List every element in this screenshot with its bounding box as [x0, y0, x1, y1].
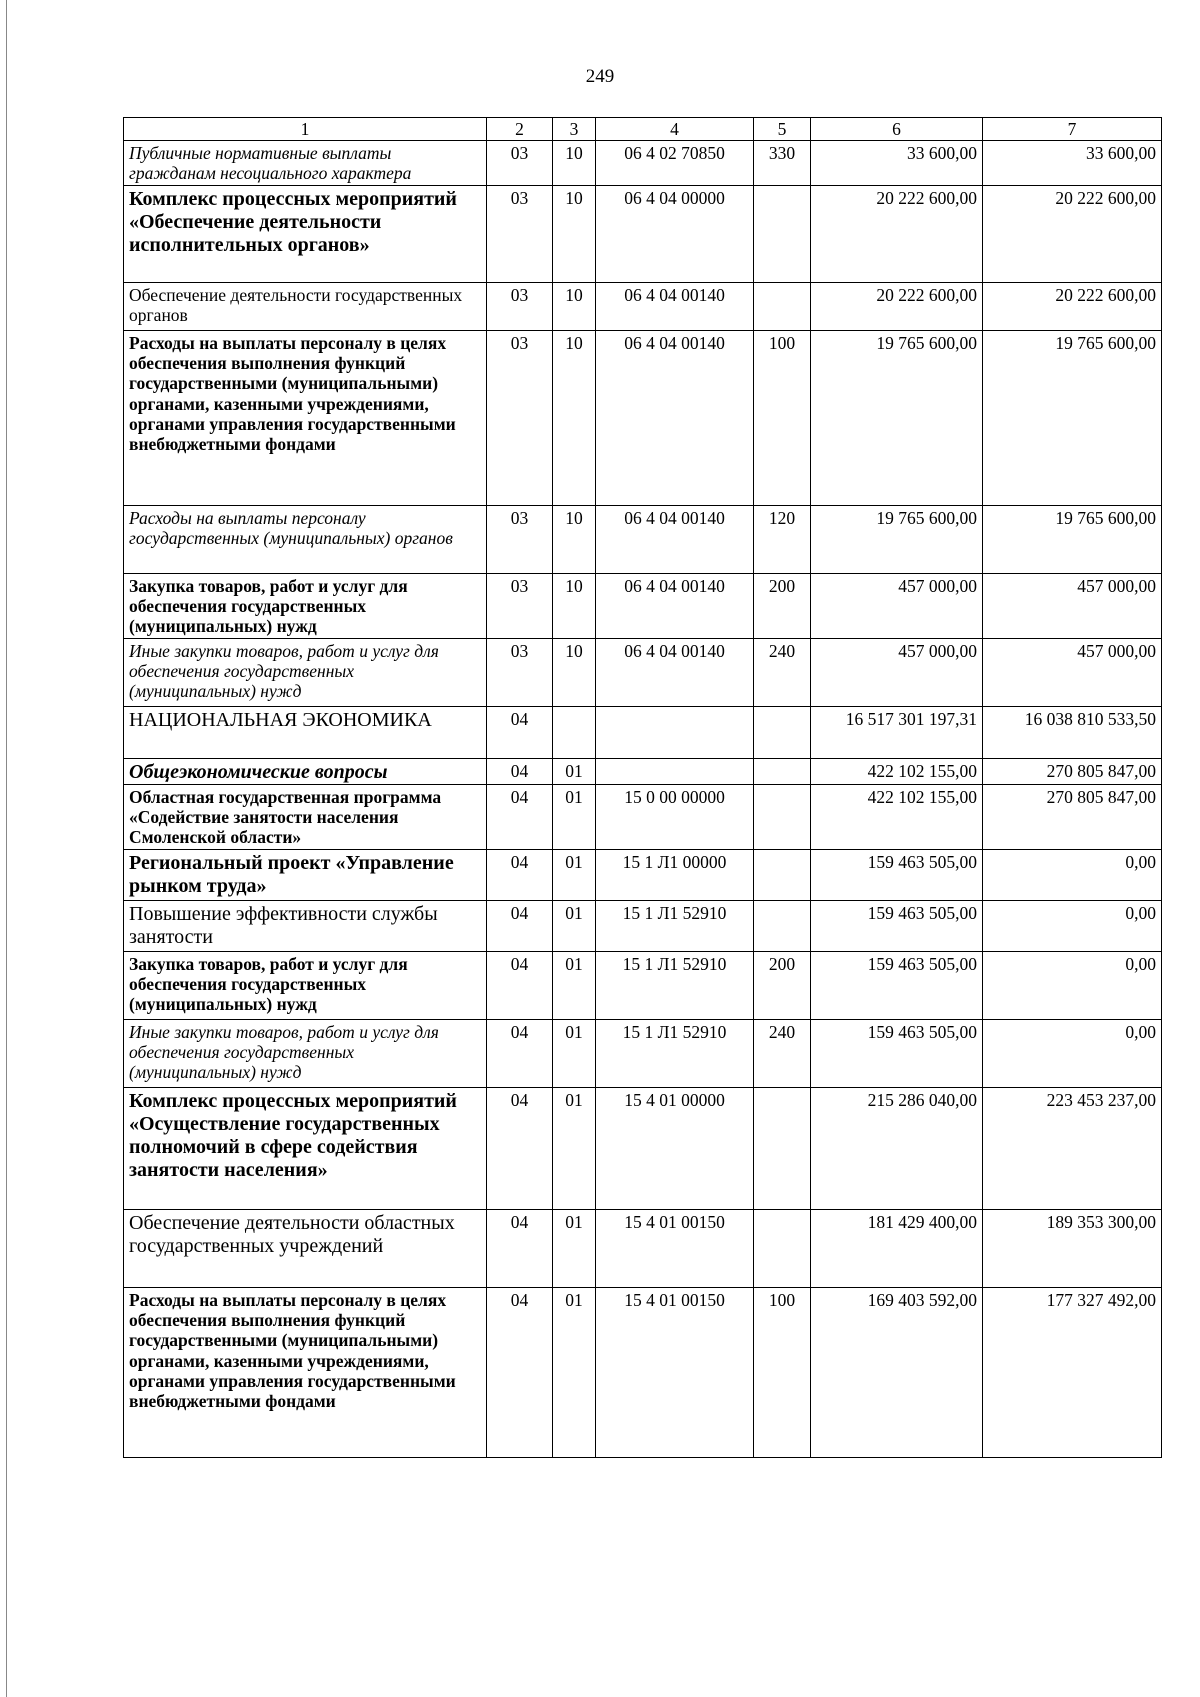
table-row: [124, 759, 1162, 785]
amount-year-1: 33 600,00: [811, 141, 983, 186]
target-article-code: [596, 759, 754, 785]
target-article-code: [596, 707, 754, 759]
subsection-code: 01: [553, 1210, 596, 1288]
target-article-code: 15 4 01 00150: [596, 1210, 754, 1288]
row-name: Обеспечение деятельности государственных органов: [124, 283, 487, 331]
section-code: 04: [487, 952, 553, 1020]
page-number: 249: [585, 66, 615, 87]
row-name: НАЦИОНАЛЬНАЯ ЭКОНОМИКА: [124, 707, 487, 759]
col-header-1: 1: [124, 118, 487, 141]
table-row: [124, 1288, 1162, 1458]
subsection-code: 01: [553, 901, 596, 952]
subsection-code: 10: [553, 141, 596, 186]
amount-year-1: 215 286 040,00: [811, 1088, 983, 1210]
amount-year-1: 19 765 600,00: [811, 506, 983, 574]
amount-year-2: 177 327 492,00: [983, 1288, 1162, 1458]
budget-table: [123, 117, 1162, 1458]
expense-type-code: [754, 283, 811, 331]
col-header-3: 3: [553, 118, 596, 141]
row-name: Расходы на выплаты персоналу в целях обеспечения выполнения функций государственными (муниципальными) органами, казенными учреждениями, органами управления государственными внебюджетными фондами: [124, 1288, 487, 1458]
amount-year-1: 20 222 600,00: [811, 283, 983, 331]
table-row: [124, 141, 1162, 186]
subsection-code: 10: [553, 506, 596, 574]
row-name: Закупка товаров, работ и услуг для обеспечения государственных (муниципальных) нужд: [124, 574, 487, 639]
row-name: Расходы на выплаты персоналу государственных (муниципальных) органов: [124, 506, 487, 574]
row-name: Расходы на выплаты персоналу в целях обеспечения выполнения функций государственными (муниципальными) органами, казенными учреждениями, органами управления государственными внебюджетными фондами: [124, 331, 487, 506]
amount-year-1: 181 429 400,00: [811, 1210, 983, 1288]
row-name: Публичные нормативные выплаты гражданам несоциального характера: [124, 141, 487, 186]
amount-year-1: 19 765 600,00: [811, 331, 983, 506]
target-article-code: 06 4 04 00140: [596, 574, 754, 639]
target-article-code: 15 1 Л1 52910: [596, 901, 754, 952]
col-header-4: 4: [596, 118, 754, 141]
subsection-code: 01: [553, 850, 596, 901]
table-row: [124, 506, 1162, 574]
expense-type-code: 200: [754, 952, 811, 1020]
row-name: Закупка товаров, работ и услуг для обеспечения государственных (муниципальных) нужд: [124, 952, 487, 1020]
target-article-code: 15 1 Л1 00000: [596, 850, 754, 901]
row-name: Комплекс процессных мероприятий «Обеспечение деятельности исполнительных органов»: [124, 186, 487, 283]
table-row: [124, 901, 1162, 952]
section-code: 03: [487, 506, 553, 574]
amount-year-2: 223 453 237,00: [983, 1088, 1162, 1210]
target-article-code: 06 4 04 00140: [596, 506, 754, 574]
expense-type-code: 240: [754, 1020, 811, 1088]
amount-year-1: 159 463 505,00: [811, 952, 983, 1020]
amount-year-2: 0,00: [983, 850, 1162, 901]
table-row: [124, 1020, 1162, 1088]
section-code: 03: [487, 283, 553, 331]
amount-year-2: 0,00: [983, 901, 1162, 952]
amount-year-1: 169 403 592,00: [811, 1288, 983, 1458]
amount-year-2: 270 805 847,00: [983, 785, 1162, 850]
expense-type-code: [754, 850, 811, 901]
expense-type-code: 330: [754, 141, 811, 186]
table-row: [124, 850, 1162, 901]
amount-year-1: 457 000,00: [811, 639, 983, 707]
amount-year-1: 20 222 600,00: [811, 186, 983, 283]
subsection-code: 01: [553, 1288, 596, 1458]
row-name: Иные закупки товаров, работ и услуг для обеспечения государственных (муниципальных) нужд: [124, 1020, 487, 1088]
amount-year-2: 0,00: [983, 1020, 1162, 1088]
section-code: 03: [487, 574, 553, 639]
row-name: Региональный проект «Управление рынком труда»: [124, 850, 487, 901]
row-name: Комплекс процессных мероприятий «Осуществление государственных полномочий в сфере содействия занятости населения»: [124, 1088, 487, 1210]
amount-year-2: 270 805 847,00: [983, 759, 1162, 785]
section-code: 03: [487, 186, 553, 283]
target-article-code: 06 4 04 00140: [596, 283, 754, 331]
table-row: [124, 707, 1162, 759]
expense-type-code: [754, 1088, 811, 1210]
amount-year-1: 457 000,00: [811, 574, 983, 639]
table-row: [124, 952, 1162, 1020]
expense-type-code: [754, 901, 811, 952]
subsection-code: 01: [553, 759, 596, 785]
subsection-code: 10: [553, 574, 596, 639]
target-article-code: 06 4 04 00000: [596, 186, 754, 283]
header-row: [124, 118, 1162, 141]
row-name: Областная государственная программа «Содействие занятости населения Смоленской области»: [124, 785, 487, 850]
target-article-code: 15 1 Л1 52910: [596, 952, 754, 1020]
expense-type-code: 240: [754, 639, 811, 707]
row-name: Иные закупки товаров, работ и услуг для обеспечения государственных (муниципальных) нужд: [124, 639, 487, 707]
subsection-code: 10: [553, 283, 596, 331]
row-name: Обеспечение деятельности областных государственных учреждений: [124, 1210, 487, 1288]
amount-year-2: 33 600,00: [983, 141, 1162, 186]
table-row: [124, 639, 1162, 707]
target-article-code: 06 4 04 00140: [596, 639, 754, 707]
section-code: 04: [487, 759, 553, 785]
section-code: 04: [487, 1088, 553, 1210]
table-row: [124, 283, 1162, 331]
amount-year-1: 422 102 155,00: [811, 759, 983, 785]
amount-year-2: 19 765 600,00: [983, 506, 1162, 574]
amount-year-2: 189 353 300,00: [983, 1210, 1162, 1288]
expense-type-code: 120: [754, 506, 811, 574]
subsection-code: 10: [553, 186, 596, 283]
section-code: 03: [487, 141, 553, 186]
amount-year-1: 159 463 505,00: [811, 850, 983, 901]
subsection-code: 01: [553, 1020, 596, 1088]
section-code: 04: [487, 707, 553, 759]
table-row: [124, 1210, 1162, 1288]
amount-year-2: 16 038 810 533,50: [983, 707, 1162, 759]
row-name: Общеэкономические вопросы: [124, 759, 487, 785]
expense-type-code: [754, 1210, 811, 1288]
section-code: 04: [487, 1020, 553, 1088]
expense-type-code: [754, 186, 811, 283]
row-name: Повышение эффективности службы занятости: [124, 901, 487, 952]
amount-year-2: 0,00: [983, 952, 1162, 1020]
col-header-7: 7: [983, 118, 1162, 141]
section-code: 03: [487, 639, 553, 707]
section-code: 04: [487, 1210, 553, 1288]
table-row: [124, 785, 1162, 850]
target-article-code: 06 4 04 00140: [596, 331, 754, 506]
subsection-code: 10: [553, 639, 596, 707]
subsection-code: 01: [553, 1088, 596, 1210]
amount-year-1: 159 463 505,00: [811, 1020, 983, 1088]
section-code: 04: [487, 901, 553, 952]
expense-type-code: 100: [754, 1288, 811, 1458]
amount-year-2: 20 222 600,00: [983, 283, 1162, 331]
section-code: 04: [487, 785, 553, 850]
expense-type-code: 200: [754, 574, 811, 639]
expense-type-code: [754, 759, 811, 785]
table-row: [124, 186, 1162, 283]
expense-type-code: [754, 707, 811, 759]
table-body: [124, 141, 1162, 1458]
subsection-code: 01: [553, 785, 596, 850]
amount-year-2: 457 000,00: [983, 639, 1162, 707]
subsection-code: [553, 707, 596, 759]
target-article-code: 15 4 01 00150: [596, 1288, 754, 1458]
table-row: [124, 331, 1162, 506]
section-code: 04: [487, 850, 553, 901]
table-row: [124, 574, 1162, 639]
target-article-code: 15 1 Л1 52910: [596, 1020, 754, 1088]
subsection-code: 01: [553, 952, 596, 1020]
expense-type-code: 100: [754, 331, 811, 506]
section-code: 03: [487, 331, 553, 506]
amount-year-2: 19 765 600,00: [983, 331, 1162, 506]
scan-edge-line: [6, 0, 7, 1697]
amount-year-1: 422 102 155,00: [811, 785, 983, 850]
col-header-2: 2: [487, 118, 553, 141]
table-row: [124, 1088, 1162, 1210]
target-article-code: 06 4 02 70850: [596, 141, 754, 186]
expense-type-code: [754, 785, 811, 850]
target-article-code: 15 0 00 00000: [596, 785, 754, 850]
col-header-5: 5: [754, 118, 811, 141]
amount-year-1: 16 517 301 197,31: [811, 707, 983, 759]
section-code: 04: [487, 1288, 553, 1458]
target-article-code: 15 4 01 00000: [596, 1088, 754, 1210]
amount-year-2: 457 000,00: [983, 574, 1162, 639]
col-header-6: 6: [811, 118, 983, 141]
subsection-code: 10: [553, 331, 596, 506]
amount-year-1: 159 463 505,00: [811, 901, 983, 952]
amount-year-2: 20 222 600,00: [983, 186, 1162, 283]
